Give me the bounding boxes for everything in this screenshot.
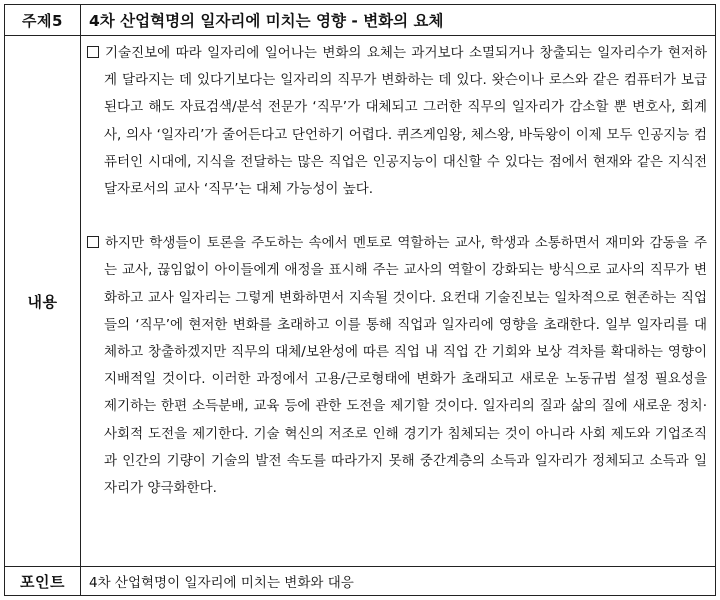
paragraph-text: 하지만 학생들이 토론을 주도하는 속에서 멘토로 역할하는 교사, 학생과 소통하면서 재미와 감동을 주는 교사, 끊임없이 아이들에게 애정을 표시해 주는 교사의 역할이 강화되는 방식으로 교사의 직무가 변화하고 교사 일자리는 그렇게 변화하면서 지속될 것이다. 요컨대 기술진보는 일차적으로 현존하는 직업들의 ‘직무’에 현저한 변화를 초래하고 이를 통해 직업과 일자리에 영향을 초래한다. 일부 일자리를 대체하고 창출하겠지만 직무의 대체/보완성에 따른 직업 내 직업 간 기회와 보상 격차를 확대하는 영향이 지배적일 것이다. 이러한 과정에서 고용/근로형태에 변화가 초래되고 새로운 노동규범 설정 필요성을 제기하는 한편 소득분배, 교육 등에 관한 도전을 제기할 것이다. 일자리의 질과 삶의 질에 새로운 정치·사회적 도전을 제기한다. 기술 혁신의 저조로 인해 경기가 침체되는 것이 아니라 사회 제도와 기업조직과 인간의 기량이 기술의 발전 속도를 따라가지 못해 중간계층의 소득과 일자리가 정체되고 소득과 일자리가 양극화한다.	[104, 235, 707, 497]
content-body	[81, 36, 716, 567]
document-table	[4, 4, 716, 596]
topic-title: 4차 산업혁명의 일자리에 미치는 영향 - 변화의 요체	[81, 5, 716, 36]
point-label: 포인트	[5, 567, 81, 596]
content-label: 내용	[5, 36, 81, 567]
content-row	[5, 36, 716, 567]
content-paragraph	[87, 230, 707, 502]
checkbox-icon	[87, 46, 99, 58]
content-paragraph	[87, 40, 707, 203]
topic-label: 주제5	[5, 5, 81, 36]
point-row	[5, 567, 716, 596]
checkbox-icon	[87, 236, 99, 248]
topic-row	[5, 5, 716, 36]
point-text: 4차 산업혁명이 일자리에 미치는 변화와 대응	[81, 567, 716, 596]
paragraph-text: 기술진보에 따라 일자리에 일어나는 변화의 요체는 과거보다 소멸되거나 창출되는 일자리수가 현저하게 달라지는 데 있다기보다는 일자리의 직무가 변화하는 데 있다. 왓슨이나 로스와 같은 컴퓨터가 보급된다고 해도 자료검색/분석 전문가 ‘직무’가 대체되고 그러한 직무의 일자리가 감소할 뿐 변호사, 회계사, 의사 ‘일자리’가 줄어든다고 단언하기 어렵다. 퀴즈게임왕, 체스왕, 바둑왕이 이제 모두 인공지능 컴퓨터인 시대에, 지식을 전달하는 많은 직업은 인공지능이 대신할 수 있다는 점에서 현재와 같은 지식전달자로서의 교사 ‘직무’는 대체 가능성이 높다.	[104, 45, 707, 198]
